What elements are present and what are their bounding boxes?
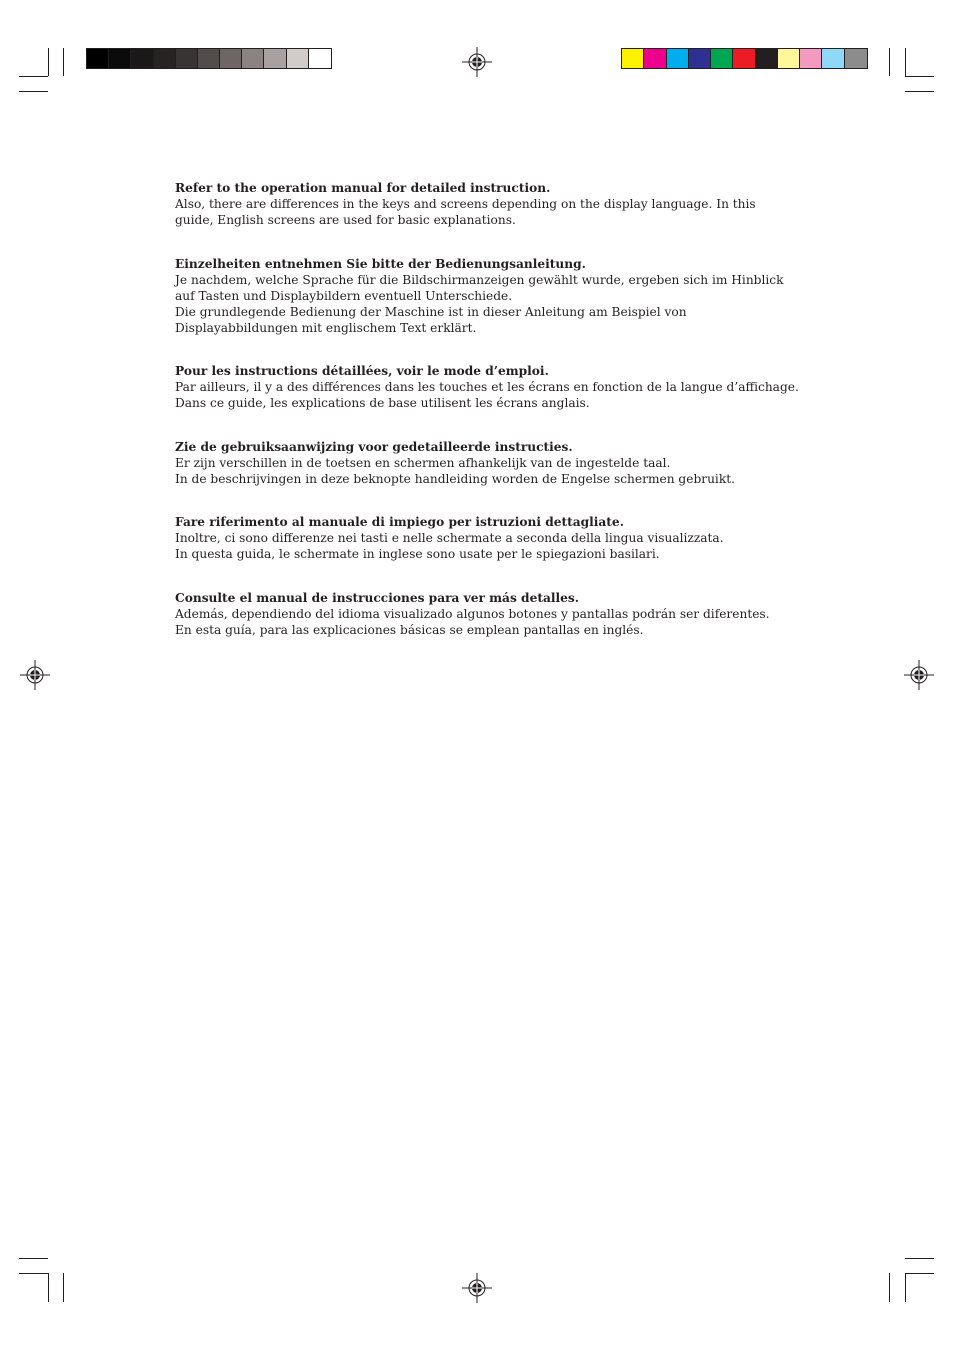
- color-swatch: [154, 49, 176, 68]
- registration-mark-icon: [462, 47, 492, 77]
- gray-scale-bar: [86, 48, 332, 69]
- color-swatch: [220, 49, 242, 68]
- color-swatch: [287, 49, 309, 68]
- color-swatch: [800, 49, 822, 68]
- language-notes: [175, 180, 815, 638]
- crop-mark: [19, 91, 48, 92]
- section-text-line: Er zijn verschillen in de toetsen en schermen afhankelijk van de ingestelde taal.: [175, 456, 671, 470]
- color-swatch: [689, 49, 711, 68]
- section-heading: Fare riferimento al manuale di impiego per istruzioni dettagliate.: [175, 515, 624, 529]
- crop-mark: [63, 48, 64, 76]
- crop-mark: [905, 91, 934, 92]
- section-text-line: Par ailleurs, il y a des différences dans les touches et les écrans en fonction de la langue d’affichage.: [175, 380, 799, 394]
- section-text-line: Dans ce guide, les explications de base utilisent les écrans anglais.: [175, 396, 590, 410]
- crop-mark: [889, 48, 890, 76]
- section-text-line: Además, dependiendo del idioma visualizado algunos botones y pantallas podrán ser diferentes.: [175, 607, 770, 621]
- color-swatch: [264, 49, 286, 68]
- color-bar: [621, 48, 868, 69]
- section-heading: Pour les instructions détaillées, voir le mode d’emploi.: [175, 364, 549, 378]
- section-text-line: In de beschrijvingen in deze beknopte handleiding worden de Engelse schermen gebruikt.: [175, 472, 735, 486]
- crop-mark: [905, 48, 906, 76]
- section-french: [175, 363, 815, 411]
- crop-mark: [48, 48, 49, 76]
- section-english: [175, 180, 815, 228]
- color-swatch: [733, 49, 755, 68]
- section-text-line: Die grundlegende Bedienung der Maschine ist in dieser Anleitung am Beispiel von: [175, 305, 687, 319]
- color-swatch: [644, 49, 666, 68]
- color-swatch: [87, 49, 109, 68]
- registration-mark-icon: [20, 660, 50, 690]
- crop-mark: [19, 76, 48, 77]
- section-text-line: Je nachdem, welche Sprache für die Bildschirmanzeigen gewählt wurde, ergeben sich im Hinblick: [175, 273, 784, 287]
- crop-mark: [905, 1258, 934, 1259]
- crop-mark: [19, 1258, 48, 1259]
- color-swatch: [845, 49, 867, 68]
- section-heading: Refer to the operation manual for detailed instruction.: [175, 181, 551, 195]
- section-text-line: guide, English screens are used for basic explanations.: [175, 213, 516, 227]
- crop-mark: [905, 1273, 934, 1274]
- crop-mark: [889, 1273, 890, 1302]
- crop-mark: [19, 1273, 48, 1274]
- section-text-line: Displayabbildungen mit englischem Text erklärt.: [175, 321, 477, 335]
- color-swatch: [622, 49, 644, 68]
- section-text-line: Also, there are differences in the keys and screens depending on the display language. In this: [175, 197, 756, 211]
- color-swatch: [109, 49, 131, 68]
- section-italian: [175, 514, 815, 562]
- section-text-line: auf Tasten und Displaybildern eventuell Unterschiede.: [175, 289, 513, 303]
- color-swatch: [667, 49, 689, 68]
- color-swatch: [822, 49, 844, 68]
- registration-mark-icon: [462, 1273, 492, 1303]
- color-swatch: [242, 49, 264, 68]
- registration-mark-icon: [904, 660, 934, 690]
- color-swatch: [176, 49, 198, 68]
- section-text-line: En esta guía, para las explicaciones básicas se emplean pantallas en inglés.: [175, 623, 644, 637]
- crop-mark: [905, 76, 934, 77]
- crop-mark: [48, 1273, 49, 1302]
- section-spanish: [175, 590, 815, 638]
- color-swatch: [198, 49, 220, 68]
- section-heading: Einzelheiten entnehmen Sie bitte der Bedienungsanleitung.: [175, 257, 586, 271]
- section-text-line: Inoltre, ci sono differenze nei tasti e nelle schermate a seconda della lingua visualizzata.: [175, 531, 724, 545]
- color-swatch: [131, 49, 153, 68]
- section-heading: Zie de gebruiksaanwijzing voor gedetailleerde instructies.: [175, 440, 573, 454]
- section-text-line: In questa guida, le schermate in inglese sono usate per le spiegazioni basilari.: [175, 547, 660, 561]
- color-swatch: [711, 49, 733, 68]
- crop-mark: [63, 1273, 64, 1302]
- section-dutch: [175, 439, 815, 487]
- section-german: [175, 256, 815, 336]
- section-heading: Consulte el manual de instrucciones para ver más detalles.: [175, 591, 579, 605]
- color-swatch: [756, 49, 778, 68]
- crop-mark: [905, 1273, 906, 1302]
- color-swatch: [309, 49, 331, 68]
- color-swatch: [778, 49, 800, 68]
